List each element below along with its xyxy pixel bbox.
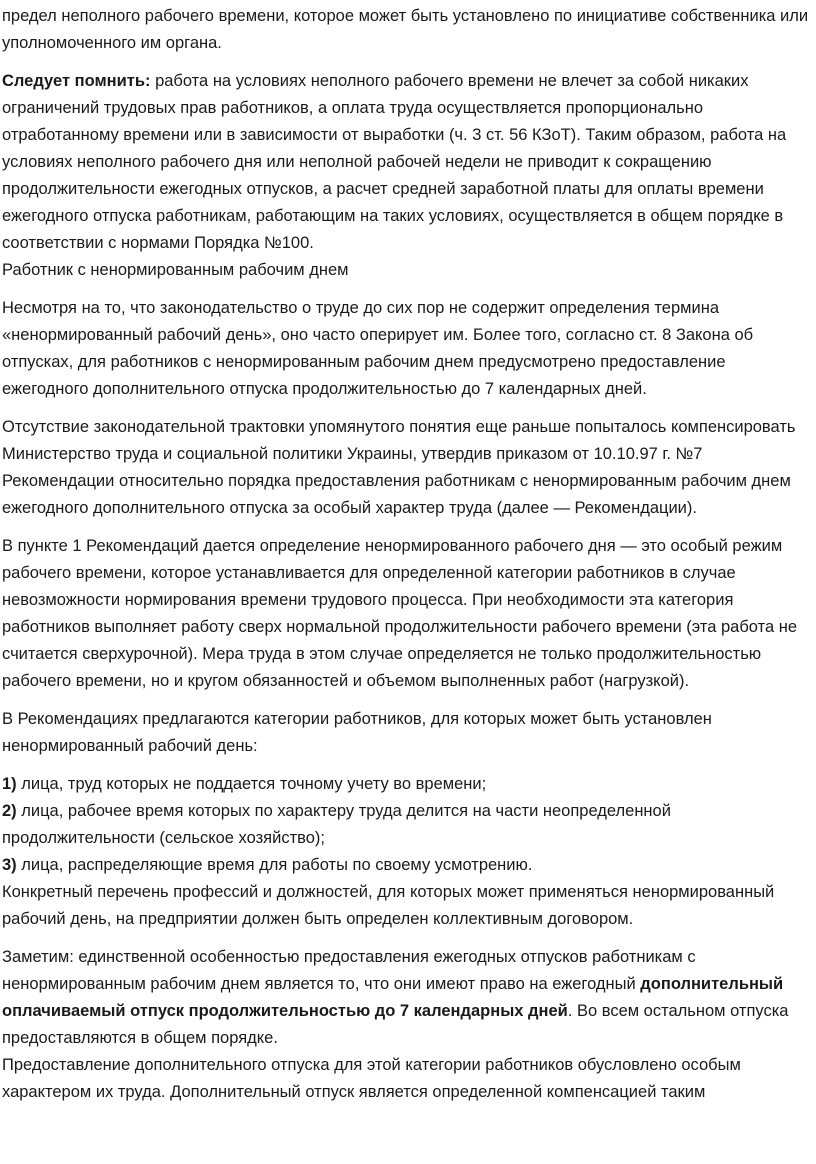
section-heading: Работник с ненормированным рабочим днем <box>2 261 349 279</box>
note-bold: дополнительный оплачиваемый отпуск продолжительностью до 7 календарных дней <box>2 975 784 1020</box>
list-item-number: 1) <box>2 775 17 793</box>
remember-label: Следует помнить: <box>2 72 151 90</box>
list-item-number: 2) <box>2 802 17 820</box>
list-item-text: лица, труд которых не поддается точному учету во времени; <box>16 775 487 793</box>
list-item-number: 3) <box>2 856 17 874</box>
paragraph-remember <box>2 68 814 257</box>
list-item <box>2 852 814 879</box>
list-item-text: лица, рабочее время которых по характеру труда делится на части неопределенной продолжительности (сельское хозяйство); <box>2 802 671 847</box>
paragraph-note <box>2 944 814 1052</box>
paragraph-collective-agreement: Конкретный перечень профессий и должностей, для которых может применяться ненормированный рабочий день, на предприятии должен быть определен коллективным договором. <box>2 883 775 928</box>
paragraph-definition-absent: Несмотря на то, что законодательство о труде до сих пор не содержит определения термина «ненормированный рабочий день», оно часто оперирует им. Более того, согласно ст. 8 Закона об отпусках, для работников с ненормированным рабочим днем предусмотрено предоставление ежегодного дополнительного отпуска продолжительностью до 7 календарных дней. <box>2 299 754 398</box>
list-item-text: лица, распределяющие время для работы по своему усмотрению. <box>16 856 533 874</box>
paragraph-definition: В пункте 1 Рекомендаций дается определение ненормированного рабочего дня — это особый режим рабочего времени, которое устанавливается для определенной категории работников в случае невозможности нормирования времени трудового процесса. При необходимости эта категория работников выполняет работу сверх нормальной продолжительности рабочего времени (эта работа не считается сверхурочной). Мера труда в этом случае определяется не только продолжительностью рабочего времени, но и кругом обязанностей и объемом выполненных работ (нагрузкой). <box>2 537 798 690</box>
list-item <box>2 798 814 852</box>
note-start: Заметим: единственной особенностью предоставления ежегодных отпусков работникам с ненормированным рабочим днем является то, что они имеют право на ежегодный <box>2 948 696 993</box>
remember-text: работа на условиях неполного рабочего времени не влечет за собой никаких ограничений трудовых прав работников, а оплата труда осуществляется пропорционально отработанному времени или в зависимости от выработки (ч. 3 ст. 56 КЗоТ). Таким образом, работа на условиях неполного рабочего дня или неполной рабочей недели не приводит к сокращению продолжительности ежегодных отпусков, а расчет средней заработной платы для оплаты времени ежегодного отпуска работникам, работающим на таких условиях, осуществляется в общем порядке в соответствии с нормами Порядка №100. <box>2 72 787 252</box>
paragraph-ministry-recommendations: Отсутствие законодательной трактовки упомянутого понятия еще раньше попыталось компенсировать Министерство труда и социальной политики Украины, утвердив приказом от 10.10.97 г. №7 Рекомендации относительно порядка предоставления работникам с ненормированным рабочим днем ежегодного дополнительного отпуска за особый характер труда (далее — Рекомендации). <box>2 418 796 517</box>
note-end: . Во всем остальном отпуска предоставляются в общем порядке. <box>2 1002 789 1047</box>
paragraph-part-time-limit: предел неполного рабочего времени, которое может быть установлено по инициативе собственника или уполномоченного им органа. <box>2 7 809 52</box>
paragraph-categories-intro: В Рекомендациях предлагаются категории работников, для которых может быть установлен ненормированный рабочий день: <box>2 710 712 755</box>
document-body <box>2 3 814 1106</box>
paragraph-compensation: Предоставление дополнительного отпуска для этой категории работников обусловлено особым характером их труда. Дополнительный отпуск является определенной компенсацией таким <box>2 1056 741 1101</box>
list-item <box>2 771 814 798</box>
